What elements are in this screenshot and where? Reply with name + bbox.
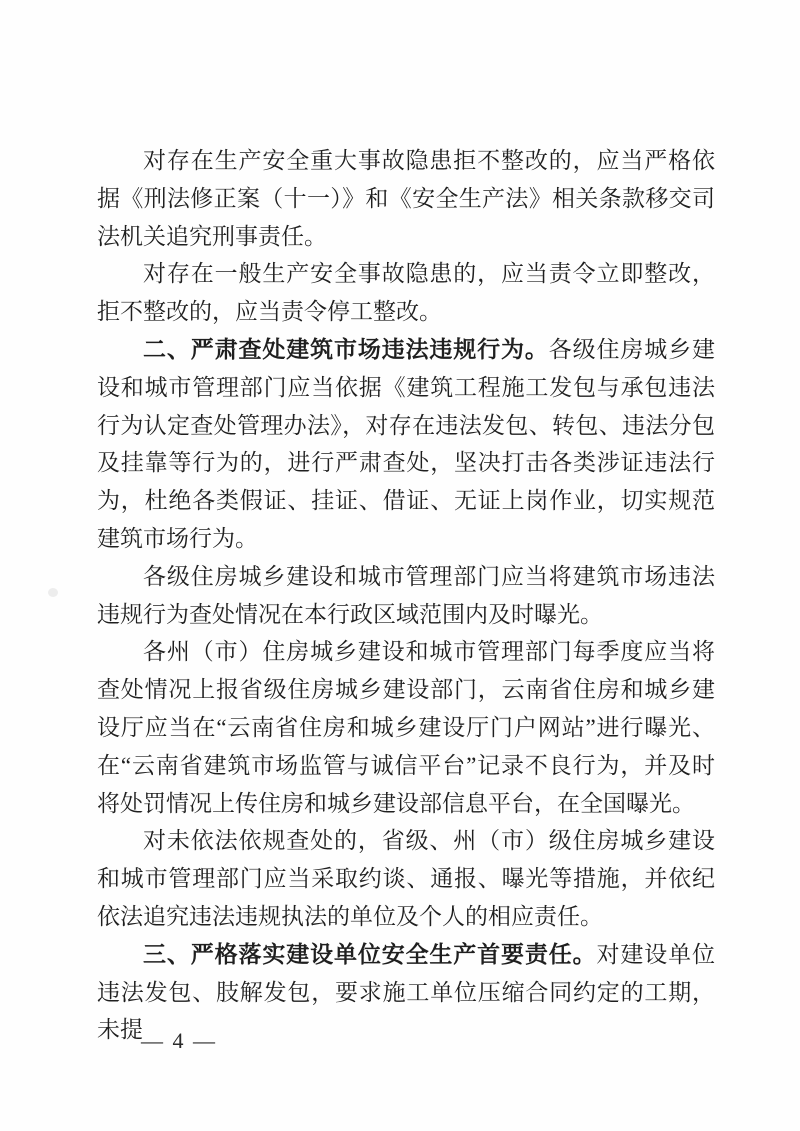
paragraph-text: 对存在一般生产安全事故隐患的，应当责令立即整改，拒不整改的，应当责令停工整改。 bbox=[97, 261, 715, 325]
paragraph-text: 各州（市）住房城乡建设和城市管理部门每季度应当将查处情况上报省级住房城乡建设部门，云南省住房和城乡建设厅应当在“云南省住房和城乡建设厅门户网站”进行曝光、在“云南省建筑市场监管与诚信平台”记录不良行为，并及时将处罚情况上传住房和城乡建设部信息平台，在全国曝光。 bbox=[97, 639, 715, 816]
paragraph bbox=[97, 142, 715, 255]
paragraph-text: 对存在生产安全重大事故隐患拒不整改的，应当严格依据《刑法修正案（十一）》和《安全生产法》相关条款移交司法机关追究刑事责任。 bbox=[97, 148, 715, 249]
paragraph bbox=[97, 558, 715, 634]
paragraph-section-2 bbox=[97, 331, 715, 558]
paragraph-text: 对未依法依规查处的，省级、州（市）级住房城乡建设和城市管理部门应当采取约谈、通报、曝光等措施，并依纪依法追究违法违规执法的单位及个人的相应责任。 bbox=[97, 828, 715, 929]
paragraph-text: 对建设单位违法发包、肢解发包，要求施工单位压缩合同约定的工期，未提 bbox=[97, 941, 716, 1043]
paragraph bbox=[97, 255, 715, 331]
document-body bbox=[97, 142, 715, 1049]
paragraph-text: 各级住房城乡建设和城市管理部门应当依据《建筑工程施工发包与承包违法行为认定查处管理办法》，对存在违法发包、转包、违法分包及挂靠等行为的，进行严肃查处，坚决打击各类涉证违法行为，杜绝各类假证、挂证、借证、无证上岗作业，切实规范建筑市场行为。 bbox=[97, 336, 716, 551]
paragraph-text: 各级住房城乡建设和城市管理部门应当将建筑市场违法违规行为查处情况在本行政区域范围内及时曝光。 bbox=[97, 563, 715, 627]
paragraph bbox=[97, 633, 715, 822]
section-heading: 二、严肃查处建筑市场违法违规行为。 bbox=[143, 336, 549, 362]
section-heading: 三、严格落实建设单位安全生产首要责任。 bbox=[143, 941, 597, 967]
page-number: — 4 — bbox=[141, 1028, 217, 1053]
scan-artifact bbox=[48, 588, 58, 597]
paragraph bbox=[97, 822, 715, 935]
